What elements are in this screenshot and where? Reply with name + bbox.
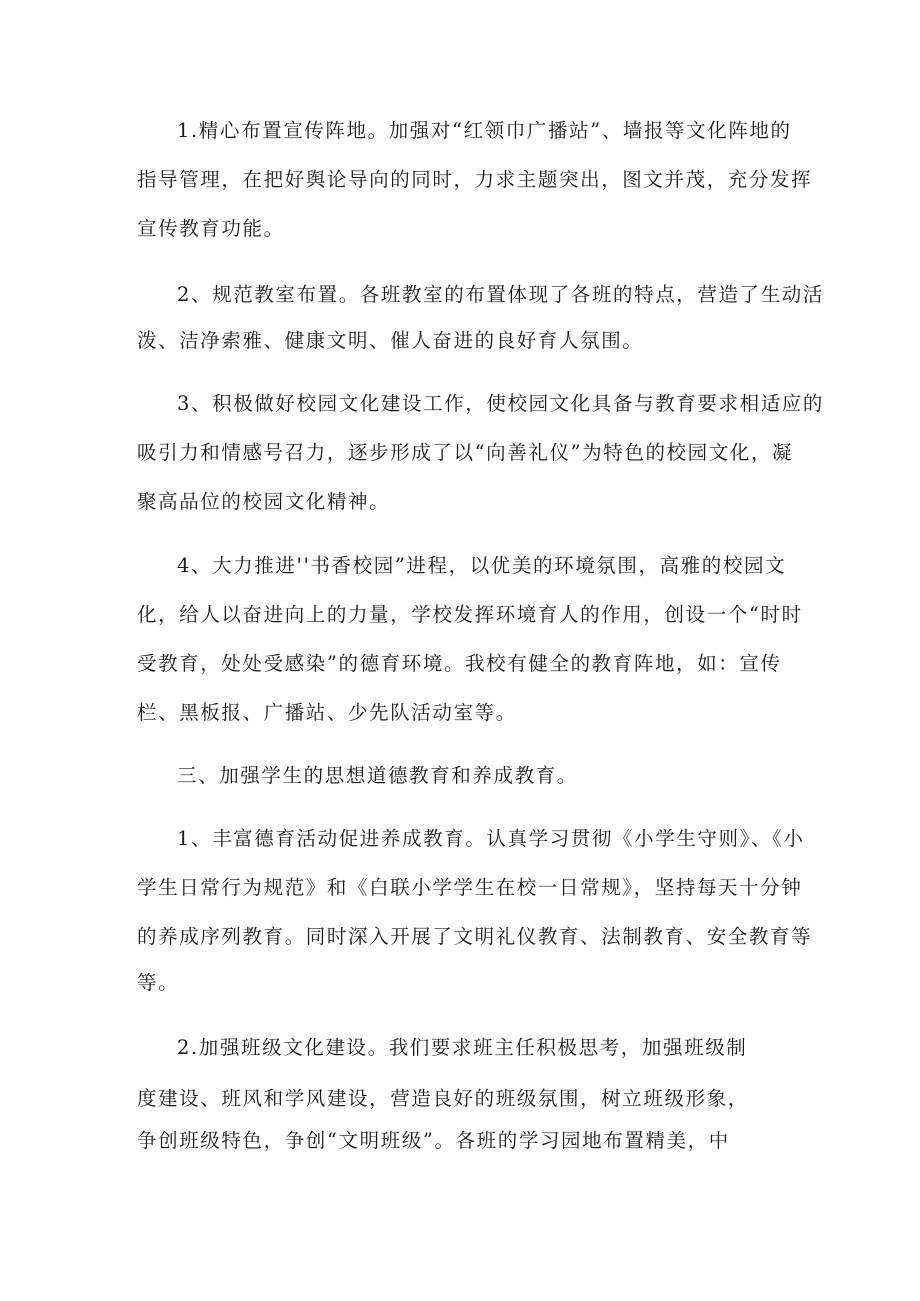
paragraph-6-line-1: 1、丰富德育活动促进养成教育。认真学习贯彻《小学生守则》、《小	[177, 827, 805, 850]
paragraph-4-line-2: 化，给人以奋进向上的力量，学校发挥环境育人的作用，创设一个“时时	[137, 603, 803, 626]
paragraph-1-line-1: 1.精心布置宣传阵地。加强对“红领巾广播站”、墙报等文化阵地的	[177, 119, 792, 142]
paragraph-7-line-2: 度建设、班风和学风建设，营造良好的班级氛围，树立班级形象，	[137, 1087, 749, 1110]
paragraph-1-line-2: 指导管理，在把好舆论导向的同时，力求主题突出，图文并茂，充分发挥	[137, 168, 813, 191]
paragraph-2-line-2: 泼、洁净索雅、健康文明、催人奋进的良好育人氛围。	[137, 329, 644, 352]
paragraph-2-line-1: 2、规范教室布置。各班教室的布置体现了各班的特点，营造了生动活	[177, 283, 825, 306]
paragraph-6-line-2: 学生日常行为规范》和《白联小学学生在校一日常规》，坚持每天十分钟	[137, 876, 803, 899]
paragraph-6-line-4: 等。	[137, 971, 180, 994]
paragraph-7-line-3: 争创班级特色，争创“文明班级”。各班的学习园地布置精美，中	[137, 1129, 730, 1152]
section-heading: 三、加强学生的思想道德教育和养成教育。	[177, 764, 578, 787]
paragraph-4-line-4: 栏、黑板报、广播站、少先队活动室等。	[137, 701, 517, 724]
paragraph-3-line-2: 吸引力和情感号召力，逐步形成了以“向善礼仪”为特色的校园文化，凝	[137, 441, 794, 464]
paragraph-1-line-3: 宣传教育功能。	[137, 217, 285, 240]
paragraph-4-line-3: 受教育，处处受感染”的德育环境。我校有健全的教育阵地，如：宣传	[137, 652, 782, 675]
paragraph-3-line-3: 聚高品位的校园文化精神。	[137, 490, 391, 513]
paragraph-4-line-1: 4、大力推进''书香校园”进程，以优美的环境氛围，高雅的校园文	[177, 554, 787, 577]
paragraph-3-line-1: 3、积极做好校园文化建设工作，使校园文化具备与教育要求相适应的	[177, 392, 825, 415]
paragraph-7-line-1: 2.加强班级文化建设。我们要求班主任积极思考，加强班级制	[177, 1036, 748, 1059]
paragraph-6-line-3: 的养成序列教育。同时深入开展了文明礼仪教育、法制教育、安全教育等	[137, 925, 813, 948]
